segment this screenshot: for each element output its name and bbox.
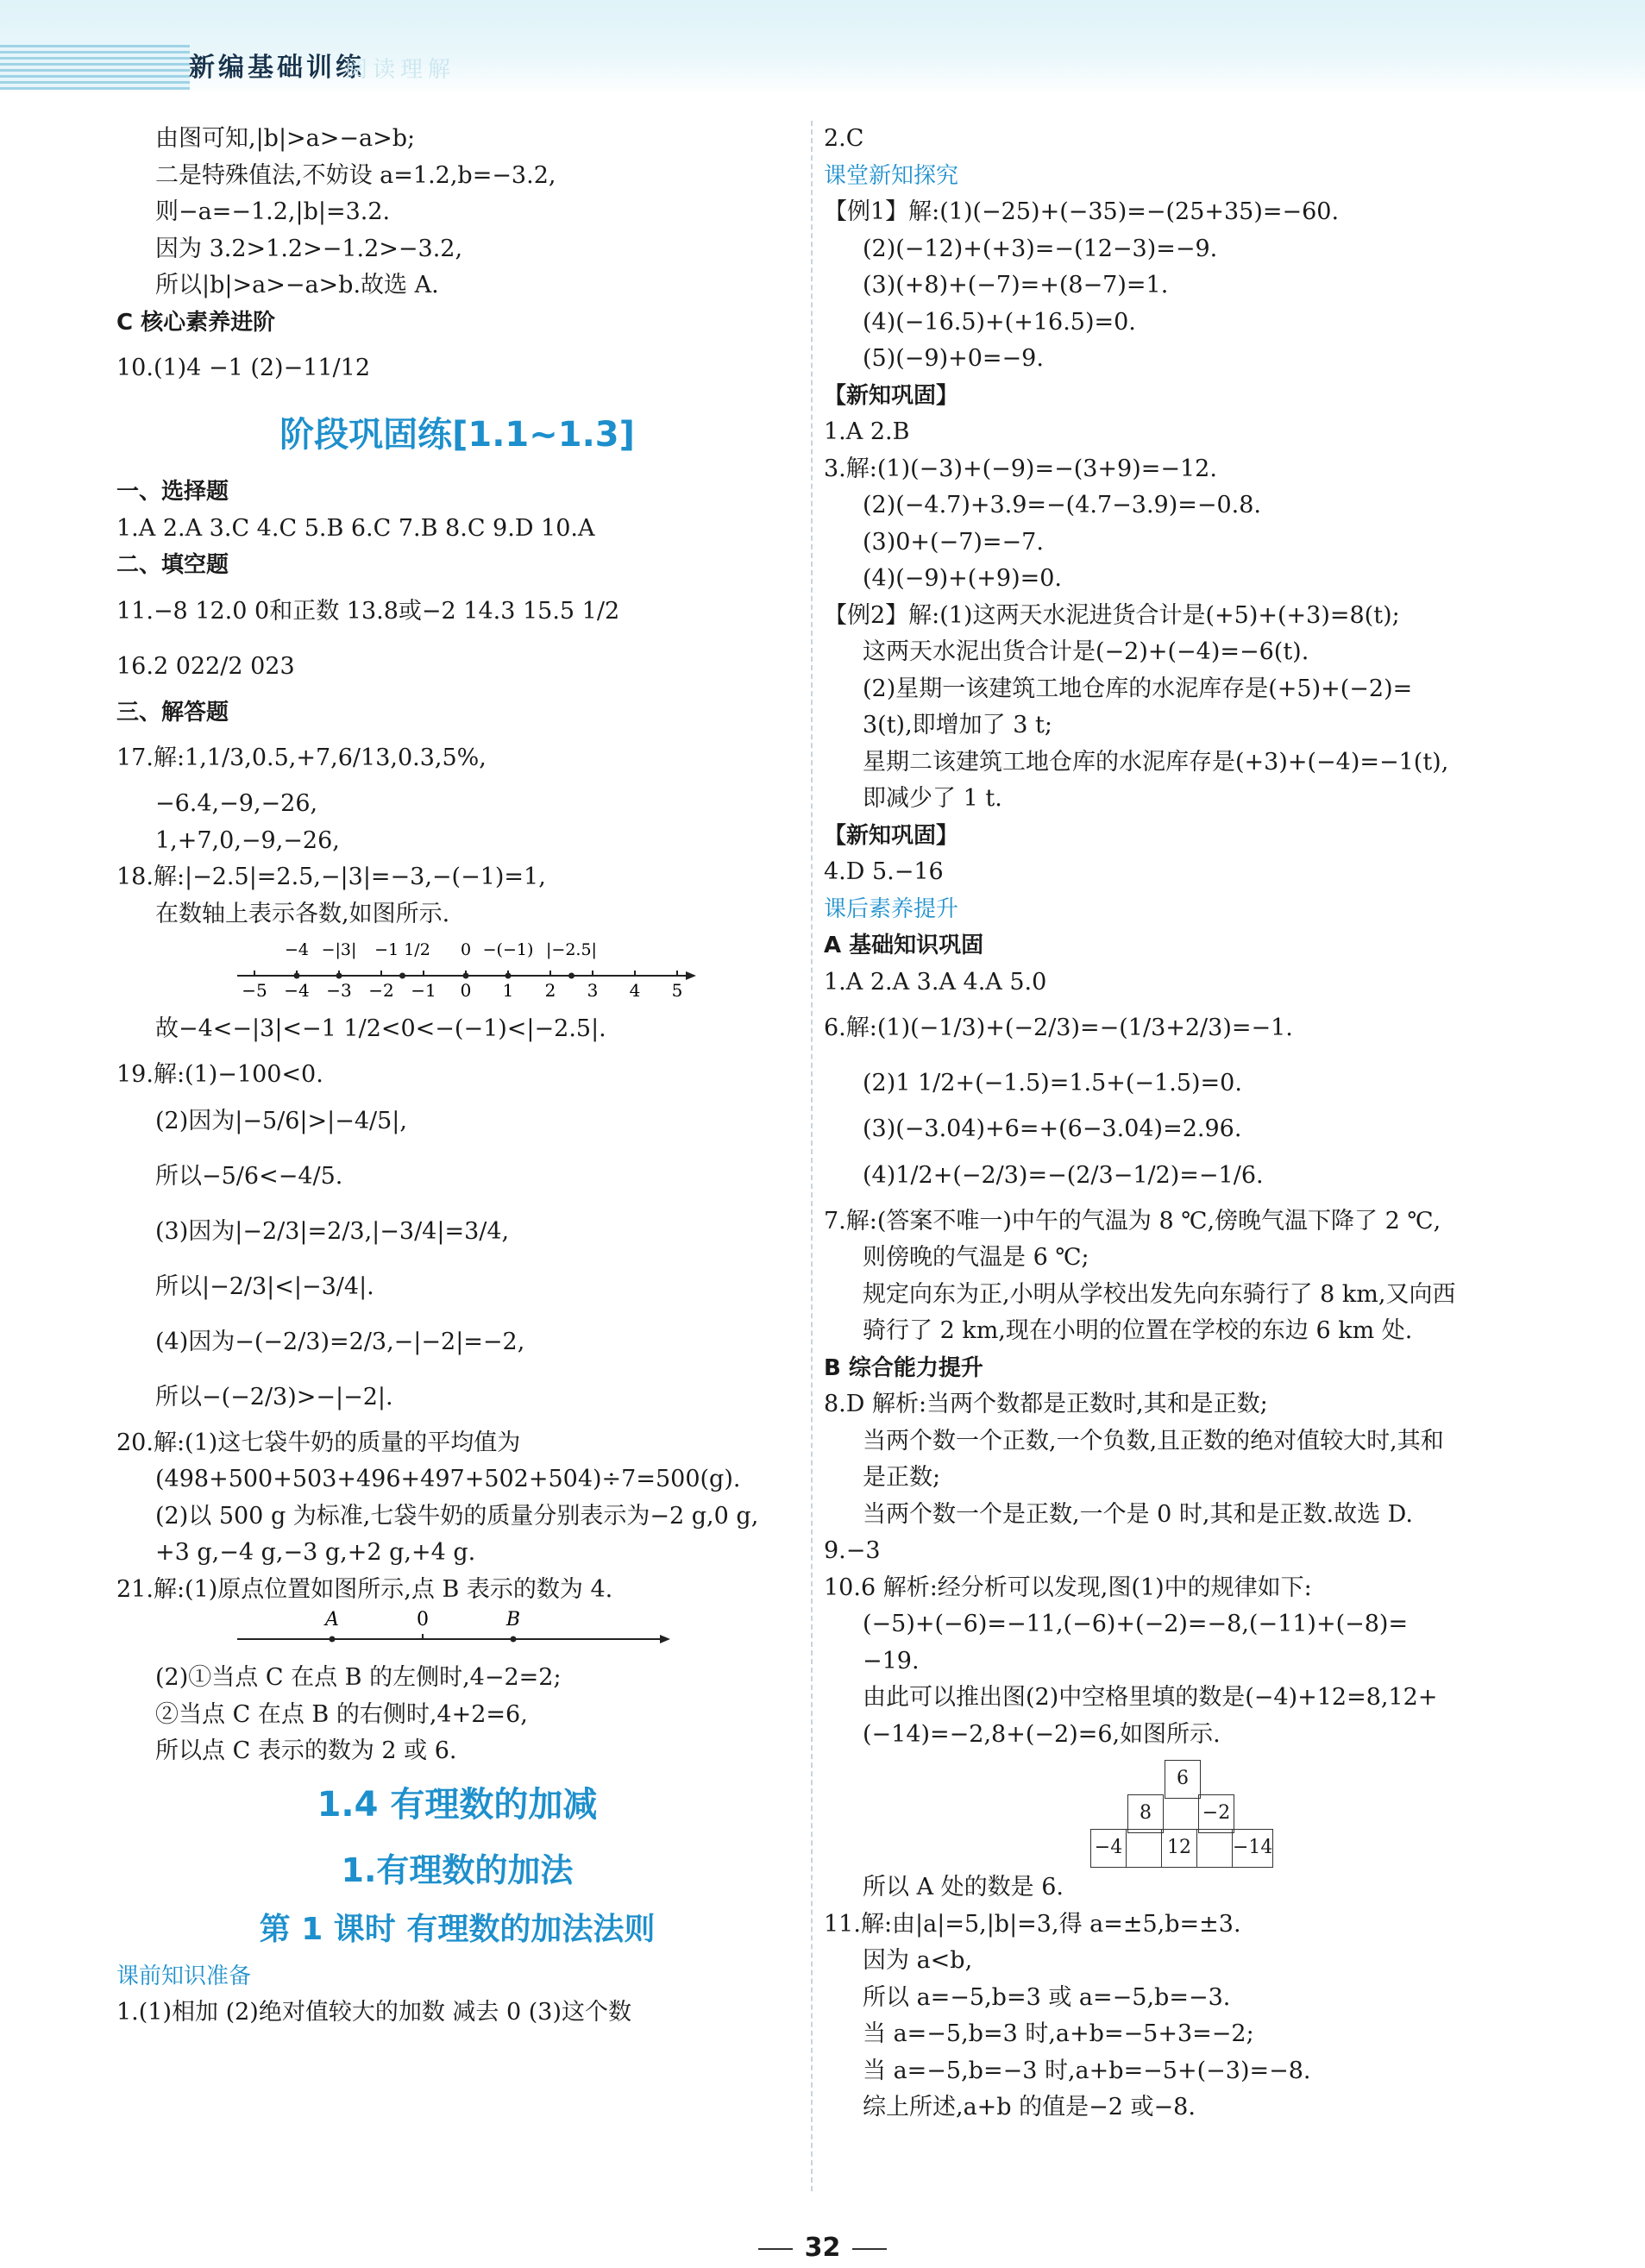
answer-line: 当 a=−5,b=3 时,a+b=−5+3=−2; (863, 2020, 1254, 2047)
answer-line: (3)(−3.04)+6=+(6−3.04)=2.96. (863, 1115, 1242, 1142)
answer-line: (3)(+8)+(−7)=+(8−7)=1. (863, 272, 1169, 298)
answer-line: 所以点 C 表示的数为 2 或 6. (155, 1737, 457, 1764)
section-heading: 一、选择题 (116, 479, 229, 505)
point-label: −1 1/2 (374, 940, 430, 959)
answer-line: 所以 a=−5,b=3 或 a=−5,b=−3. (863, 1983, 1231, 2011)
answer-line: 二是特殊值法,不妨设 a=1.2,b=−3.2, (155, 161, 556, 189)
answer-line-6: 6.解:(1)(−1/3)+(−2/3)=−(1/3+2/3)=−1. (824, 1015, 1293, 1041)
answer-line: 1.(1)相加 (2)绝对值较大的加数 减去 0 (3)这个数 (116, 1999, 632, 2026)
right-column (824, 121, 1540, 2127)
level-heading: A 基础知识巩固 (824, 933, 984, 958)
part-heading: 课堂新知探究 (824, 162, 959, 189)
label-origin: 0 (417, 1609, 429, 1630)
answer-line-17: 17.解:1,1/3,0.5,+7,6/13,0.3,5%, (116, 744, 487, 771)
axis-arrow (686, 971, 696, 980)
answer-line: (2)因为|−5/6|>|−4/5|, (155, 1107, 407, 1134)
answer-line: (2)以 500 g 为标准,七袋牛奶的质量分别表示为−2 g,0 g, (155, 1502, 759, 1530)
answer-line: (2)1 1/2+(−1.5)=1.5+(−1.5)=0. (863, 1070, 1242, 1096)
answer-line-20: 20.解:(1)这七袋牛奶的质量的平均值为 (116, 1429, 521, 1456)
answer-line-10: 10.(1)4 −1 (2)−11/12 (116, 355, 371, 381)
answer-line: 所以|b|>a>−a>b.故选 A. (155, 272, 439, 298)
answer-line: (498+500+503+496+497+502+504)÷7=500(g). (155, 1466, 741, 1492)
tick-label: −3 (326, 980, 352, 1001)
choice-answers: 1.A 2.A 3.C 4.C 5.B 6.C 7.B 8.C 9.D 10.A (116, 514, 595, 542)
part-heading: 课后素养提升 (824, 895, 959, 922)
answer-line: 星期二该建筑工地仓库的水泥库存是(+3)+(−4)=−1(t), (863, 748, 1449, 776)
answer-line: 4.D 5.−16 (824, 858, 944, 885)
answer-line: 规定向东为正,小明从学校出发先向东骑行了 8 km,又向西 (863, 1280, 1456, 1308)
section-heading: 三、解答题 (116, 699, 229, 726)
pyramid-cell: −14 (1233, 1830, 1273, 1868)
answer-line: −19. (863, 1647, 920, 1674)
number-point (568, 973, 574, 979)
answer-line: 所以|−2/3|<|−3/4|. (155, 1272, 374, 1300)
answer-line: 因为 3.2>1.2>−1.2>−3.2, (155, 235, 463, 262)
answer-line: 这两天水泥出货合计是(−2)+(−4)=−6(t). (863, 638, 1309, 665)
answer-line: 则−a=−1.2,|b|=3.2. (155, 198, 391, 225)
number-point (336, 973, 342, 979)
answer-line: (2)星期一该建筑工地仓库的水泥库存是(+5)+(−2)= (863, 675, 1413, 702)
series-title: 新编基础训练 (189, 53, 365, 83)
stage-review-title: 阶段巩固练[1.1~1.3] (279, 415, 635, 455)
answer-line: +3 g,−4 g,−3 g,+2 g,+4 g. (155, 1539, 476, 1566)
subsection-title: 1.有理数的加法 (341, 1850, 574, 1889)
fill-answers: 11.−8 12.0 0和正数 13.8或−2 14.3 15.5 1/2 (116, 597, 620, 625)
answer-line-21: 21.解:(1)原点位置如图所示,点 B 表示的数为 4. (116, 1575, 613, 1603)
lesson-title: 第 1 课时 有理数的加法法则 (259, 1911, 656, 1947)
answer-line: 1,+7,0,−9,−26, (155, 826, 340, 854)
number-line-21 (116, 1608, 798, 1660)
point-a (330, 1637, 336, 1643)
number-line-18-svg (229, 933, 832, 1002)
tick-label: 3 (587, 980, 599, 1001)
answer-line: 1.A 2.B (824, 418, 910, 445)
tick-label: −4 (284, 980, 310, 1001)
answer-line-19: 19.解:(1)−100<0. (116, 1061, 323, 1088)
answer-line: 9.−3 (824, 1537, 881, 1564)
point-label: −(−1) (482, 940, 534, 959)
answer-line: 在数轴上表示各数,如图所示. (155, 900, 450, 927)
example-1: 【例1】解:(1)(−25)+(−35)=−(25+35)=−60. (824, 198, 1340, 225)
answer-line: 由此可以推出图(2)中空格里填的数是(−4)+12=8,12+ (863, 1684, 1438, 1711)
answer-line: (4)因为−(−2/3)=2/3,−|−2|=−2, (155, 1328, 525, 1355)
answer-line: (4)(−16.5)+(+16.5)=0. (863, 308, 1136, 336)
footer-dash (758, 2248, 793, 2250)
tick-label: −2 (368, 980, 394, 1001)
answer-line-10: 10.6 解析:经分析可以发现,图(1)中的规律如下: (824, 1574, 1312, 1601)
number-line-21-svg (229, 1608, 746, 1660)
answer-line: 综上所述,a+b 的值是−2 或−8. (863, 2094, 1196, 2120)
number-pyramid (824, 1753, 1540, 1869)
answer-line: 由图可知,|b|>a>−a>b; (155, 125, 416, 152)
answer-line-11: 11.解:由|a|=5,|b|=3,得 a=±5,b=±3. (824, 1910, 1241, 1938)
tick-label: 5 (671, 980, 683, 1001)
point-label: −4 (284, 940, 310, 959)
answer-line: 因为 a<b, (863, 1947, 973, 1974)
answer-line: (2)(−12)+(+3)=−(12−3)=−9. (863, 235, 1218, 262)
number-point (505, 973, 512, 979)
answer-line-8: 8.D 解析:当两个数都是正数时,其和是正数; (824, 1391, 1268, 1417)
answer-line: 3(t),即增加了 3 t; (863, 712, 1052, 738)
answer-line: 是正数; (863, 1464, 941, 1491)
answer-line: (−14)=−2,8+(−2)=6,如图所示. (863, 1720, 1221, 1748)
answer-line: 当两个数一个是正数,一个是 0 时,其和是正数.故选 D. (863, 1500, 1413, 1528)
axis-arrow (660, 1635, 670, 1643)
level-heading: B 综合能力提升 (824, 1354, 983, 1381)
tick-label: −1 (411, 980, 436, 1001)
label-b: B (505, 1609, 521, 1630)
number-line-18 (116, 933, 798, 1002)
pyramid-cell: −4 (1091, 1830, 1127, 1868)
page-header (0, 0, 1645, 95)
number-point (294, 973, 300, 979)
example-2: 【例2】解:(1)这两天水泥进货合计是(+5)+(+3)=8(t); (824, 601, 1400, 629)
footer-dash (852, 2248, 887, 2250)
answer-line: (2)①当点 C 在点 B 的左侧时,4−2=2; (155, 1664, 562, 1691)
pyramid-cell: 6 (1165, 1761, 1201, 1799)
pyramid-cell: 8 (1128, 1795, 1164, 1833)
answer-line: (−5)+(−6)=−11,(−6)+(−2)=−8,(−11)+(−8)= (863, 1611, 1409, 1637)
tick-label: 1 (502, 980, 514, 1001)
page-footer (0, 2233, 1645, 2263)
answer-line: 则傍晚的气温是 6 ℃; (863, 1244, 1089, 1271)
answer-line: (5)(−9)+0=−9. (863, 345, 1044, 372)
fill-answer-16: 16.2 022/2 023 (116, 652, 295, 680)
answer-line-7: 7.解:(答案不唯一)中午的气温为 8 ℃,傍晚气温下降了 2 ℃, (824, 1207, 1441, 1235)
point-b (511, 1637, 517, 1643)
answer-line: 2.C (824, 125, 864, 152)
answer-line: (4)1/2+(−2/3)=−(2/3−1/2)=−1/6. (863, 1161, 1264, 1189)
answer-line: 所以−5/6<−4/5. (155, 1162, 343, 1190)
pyramid-row-mid (1127, 1794, 1234, 1833)
number-point (463, 973, 469, 979)
tick-label: 4 (629, 980, 641, 1001)
answer-line: 当 a=−5,b=−3 时,a+b=−5+(−3)=−8. (863, 2057, 1311, 2084)
pyramid-cell: −2 (1199, 1795, 1234, 1833)
answer-line: 所以−(−2/3)>−|−2|. (155, 1383, 393, 1410)
consolidation-heading: 【新知巩固】 (824, 822, 959, 849)
answer-line: (2)(−4.7)+3.9=−(4.7−3.9)=−0.8. (863, 492, 1262, 518)
tick-label: −5 (242, 980, 267, 1001)
tick-label: 2 (544, 980, 556, 1001)
answer-line: (3)0+(−7)=−7. (863, 528, 1044, 556)
header-stripe (0, 45, 190, 90)
answer-line: 3.解:(1)(−3)+(−9)=−(3+9)=−12. (824, 455, 1217, 482)
answer-line: −6.4,−9,−26, (155, 790, 318, 817)
part-heading: 课前知识准备 (116, 1963, 252, 1989)
answer-line: (4)(−9)+(+9)=0. (863, 565, 1062, 592)
section-title-1-4: 1.4 有理数的加减 (317, 1784, 598, 1825)
pyramid-cell: 12 (1162, 1830, 1197, 1868)
tick-label: 0 (460, 980, 472, 1001)
column-divider (811, 121, 813, 2191)
point-label: 0 (460, 940, 472, 959)
pyramid-cell-empty (1164, 1795, 1199, 1833)
answer-line-18: 18.解:|−2.5|=2.5,−|3|=−3,−(−1)=1, (116, 864, 546, 890)
answer-line: 骑行了 2 km,现在小明的位置在学校的东边 6 km 处. (863, 1317, 1413, 1344)
point-label: −|3| (321, 940, 357, 959)
header-faded-text: 阅读理解 (345, 57, 456, 83)
pyramid-cell-empty (1127, 1830, 1162, 1868)
answer-line: (3)因为|−2/3|=2/3,|−3/4|=3/4, (155, 1217, 510, 1245)
answer-line: ②当点 C 在点 B 的右侧时,4+2=6, (155, 1700, 528, 1728)
pyramid-cell-empty (1197, 1830, 1233, 1868)
pyramid-row-top (1165, 1760, 1201, 1799)
answer-line: 1.A 2.A 3.A 4.A 5.0 (824, 968, 1047, 996)
answer-line: 即减少了 1 t. (863, 785, 1002, 812)
consolidation-heading: 【新知巩固】 (824, 382, 959, 409)
section-heading: 二、填空题 (116, 552, 229, 578)
pyramid-row-bottom (1090, 1829, 1273, 1868)
number-point (399, 973, 405, 979)
answer-line: 故−4<−|3|<−1 1/2<0<−(−1)<|−2.5|. (155, 1015, 606, 1042)
page-number: 32 (804, 2233, 841, 2263)
left-column (116, 121, 798, 2032)
point-label: |−2.5| (546, 940, 597, 959)
answer-line: 当两个数一个正数,一个负数,且正数的绝对值较大时,其和 (863, 1427, 1444, 1454)
label-a: A (325, 1609, 339, 1630)
answer-line: 所以 A 处的数是 6. (863, 1874, 1064, 1900)
section-heading: C 核心素养进阶 (116, 309, 276, 336)
